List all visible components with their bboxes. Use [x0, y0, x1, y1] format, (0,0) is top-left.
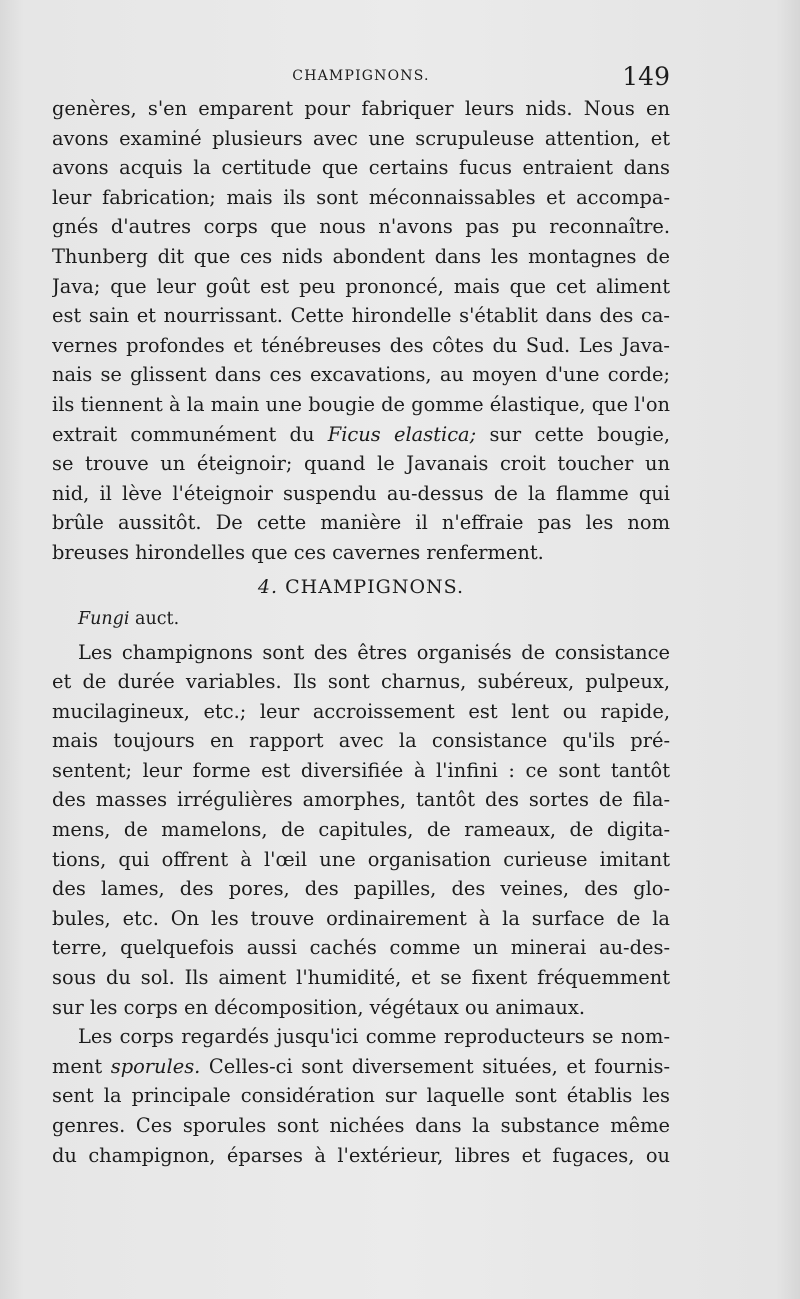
text-line: Les corps regardés jusqu'ici comme reproducteurs se nom- — [78, 1025, 670, 1049]
text-line: Les champignons sont des êtres organisés de consistance — [78, 640, 670, 664]
text-line: avons acquis la certitude que certains fucus entraient dans — [52, 156, 670, 180]
text-line: mens, de mamelons, de capitules, de rameaux, de digita- — [52, 818, 670, 842]
text-line: gnés d'autres corps que nous n'avons pas pu reconnaître. — [52, 215, 670, 239]
text-line: sur les corps en décomposition, végétaux ou animaux. — [52, 995, 586, 1019]
text-run: extrait communément du — [52, 422, 328, 446]
italic-term-ficus-elastica: Ficus elastica; — [327, 422, 477, 446]
text-line: du champignon, éparses à l'extérieur, libres et fugaces, ou — [52, 1143, 670, 1167]
text-line: nais se glissent dans ces excavations, au moyen d'une corde; — [52, 363, 670, 387]
text-line-sporules — [52, 1052, 670, 1082]
text-line: sent la principale considération sur laquelle sont établis les — [52, 1084, 670, 1108]
text-line: mucilagineux, etc.; leur accroissement est lent ou rapide, — [52, 699, 670, 723]
text-line: nid, il lève l'éteignoir suspendu au-dessus de la flamme qui — [52, 481, 670, 505]
subtitle-rest: auct. — [129, 608, 180, 629]
text-line: est sain et nourrissant. Cette hirondelle s'établit dans des ca- — [52, 304, 670, 328]
paragraph-2 — [52, 638, 670, 1023]
text-line: breuses hirondelles que ces cavernes renferment. — [52, 540, 544, 564]
text-line: bules, etc. On les trouve ordinairement à la surface de la — [52, 906, 670, 930]
text-line: tions, qui offrent à l'œil une organisation curieuse imitant — [52, 847, 670, 871]
text-line: vernes profondes et ténébreuses des côtes du Sud. Les Java- — [52, 333, 670, 357]
body-text — [52, 94, 670, 1170]
text-line: avons examiné plusieurs avec une scrupuleuse attention, et — [52, 126, 670, 150]
text-line: genres. Ces sporules sont nichées dans la substance même — [52, 1114, 670, 1137]
paragraph-1 — [52, 94, 670, 568]
page-number: 149 — [622, 62, 670, 91]
text-line: et de durée variables. Ils sont charnus, subéreux, pulpeux, — [52, 670, 670, 694]
paragraph-3 — [52, 1022, 670, 1170]
section-heading — [52, 570, 670, 604]
text-line: sentent; leur forme est diversifiée à l'infini : ce sont tantôt — [52, 758, 670, 782]
section-subtitle — [52, 604, 670, 638]
text-line: des masses irrégulières amorphes, tantôt des sortes de fila- — [52, 788, 670, 812]
text-line: Java; que leur goût est peu prononcé, mais que cet aliment — [52, 274, 670, 298]
italic-term-sporules: sporules. — [110, 1054, 201, 1078]
text-line: genères, s'en emparent pour fabriquer leurs nids. Nous en — [52, 97, 670, 120]
running-title: CHAMPIGNONS. — [292, 68, 430, 84]
section-title: CHAMPIGNONS. — [285, 575, 465, 598]
text-run: sur cette bougie, — [476, 422, 670, 446]
text-line: ils tiennent à la main une bougie de gomme élastique, que l'on — [52, 392, 670, 416]
text-line: se trouve un éteignoir; quand le Javanais croit toucher un — [52, 452, 670, 476]
running-head — [52, 62, 670, 91]
subtitle-italic: Fungi — [78, 608, 130, 629]
text-line: Thunberg dit que ces nids abondent dans les montagnes de — [52, 244, 670, 268]
text-line-ficus — [52, 420, 670, 450]
section-number: 4. — [257, 575, 279, 598]
text-run: ment — [52, 1054, 111, 1078]
text-line: des lames, des pores, des papilles, des veines, des glo- — [52, 877, 670, 901]
text-line: mais toujours en rapport avec la consistance qu'ils pré- — [52, 729, 670, 753]
text-line: sous du sol. Ils aiment l'humidité, et se fixent fréquemment — [52, 966, 670, 990]
text-line: leur fabrication; mais ils sont méconnaissables et accompa- — [52, 185, 670, 209]
text-run: Celles-ci sont diversement situées, et fournis- — [200, 1054, 670, 1078]
text-line: brûle aussitôt. De cette manière il n'effraie pas les nom — [52, 511, 670, 535]
text-line: terre, quelquefois aussi cachés comme un minerai au-des- — [52, 936, 670, 960]
